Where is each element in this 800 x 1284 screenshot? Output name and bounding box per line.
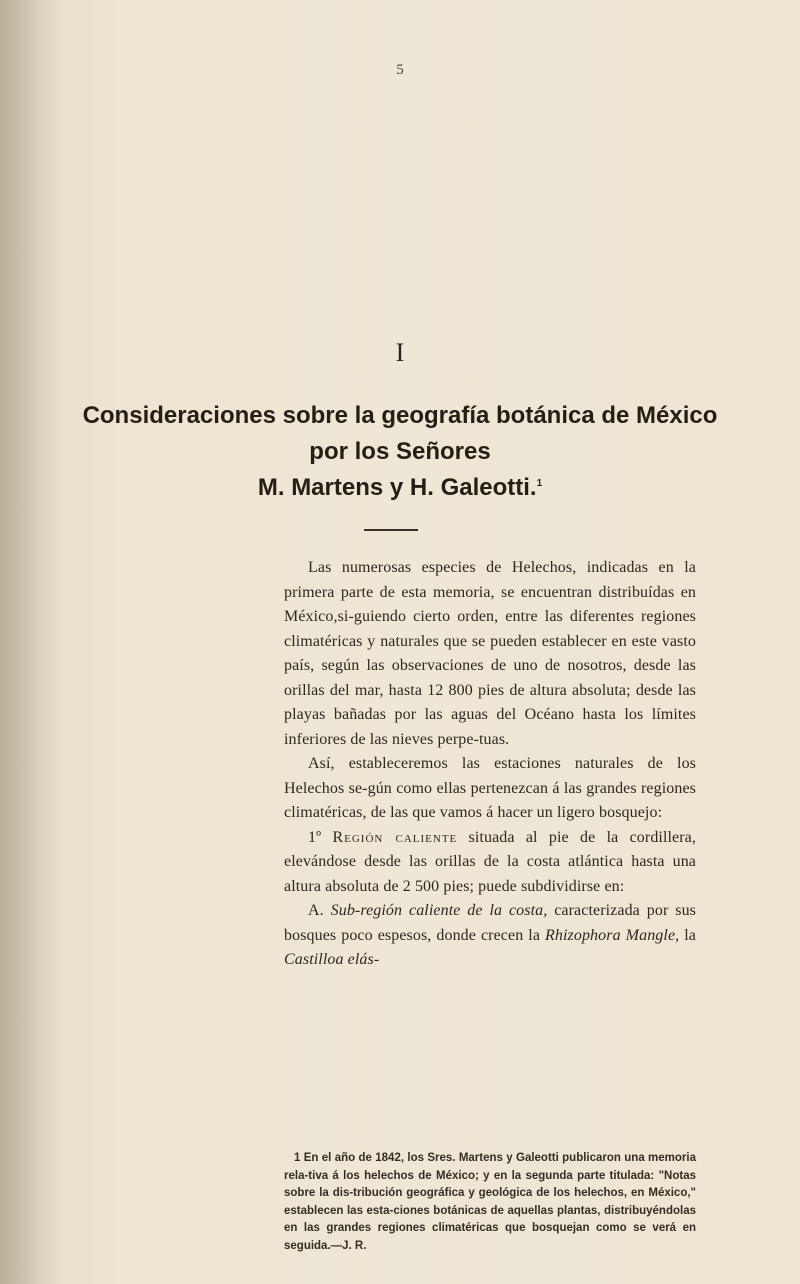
paragraph-4 bbox=[284, 899, 696, 973]
title-authors: M. Martens y H. Galeotti. bbox=[257, 474, 537, 501]
article-title bbox=[0, 398, 800, 506]
subregion-text-2: la bbox=[679, 926, 696, 944]
region-number: 1º bbox=[308, 828, 322, 846]
subregion-text: caracterizada por sus bosques poco espesos, donde crecen la bbox=[284, 902, 696, 944]
footnote-text: En el año de 1842, los Sres. Martens y Galeotti publicaron una memoria rela-tiva á los helechos de México; y en la segunda parte titulada: "Notas sobre la dis-tribución geográfica y geológica de los helechos, en México," establecen las esta-ciones botánicas de aquellas plantas, distribuyéndolas en las grandes regiones climatéricas que bosquejan como se verá en seguida.—J. R. bbox=[284, 1152, 696, 1252]
species-castilloa: Castilloa elás- bbox=[284, 951, 380, 968]
paragraph-3 bbox=[284, 826, 696, 900]
body-text bbox=[284, 556, 696, 973]
footnote-marker: 1 bbox=[294, 1152, 301, 1164]
title-line-3 bbox=[0, 470, 800, 506]
page-number: 5 bbox=[396, 62, 404, 78]
title-line-2: por los Señores bbox=[309, 438, 491, 465]
region-name: Región caliente bbox=[332, 828, 458, 846]
subregion-label: A. bbox=[308, 902, 331, 919]
footnote bbox=[284, 1150, 696, 1255]
subregion-name: Sub-región caliente de la costa, bbox=[330, 902, 548, 919]
paragraph-2: Así, estableceremos las estaciones naturales de los Helechos se-gún como ellas pertenezcan á las grandes regiones climatéricas, de las que vamos á hacer un ligero bosquejo: bbox=[284, 755, 696, 821]
title-line-1: Consideraciones sobre la geografía botánica de México bbox=[82, 402, 718, 429]
footnote-ref: 1 bbox=[536, 478, 543, 489]
chapter-numeral: I bbox=[395, 338, 405, 367]
region-description: situada al pie de la cordillera, elevándose desde las orillas de la costa atlántica hasta una altura absoluta de 2 500 pies; puede subdividirse en: bbox=[284, 828, 696, 895]
species-rhizophora: Rhizophora Mangle, bbox=[545, 926, 680, 944]
binding-shadow bbox=[0, 0, 60, 1284]
title-divider bbox=[364, 529, 418, 531]
paragraph-1: Las numerosas especies de Helechos, indicadas en la primera parte de esta memoria, se encuentran distribuídas en México,si-guiendo cierto orden, entre las diferentes regiones climatéricas y naturales que se pueden establecer en este vasto país, según las observaciones de uno de nosotros, desde las orillas del mar, hasta 12 800 pies de altura absoluta; desde las playas bañadas por las aguas del Océano hasta los límites inferiores de las nieves perpe-tuas. bbox=[284, 559, 696, 748]
